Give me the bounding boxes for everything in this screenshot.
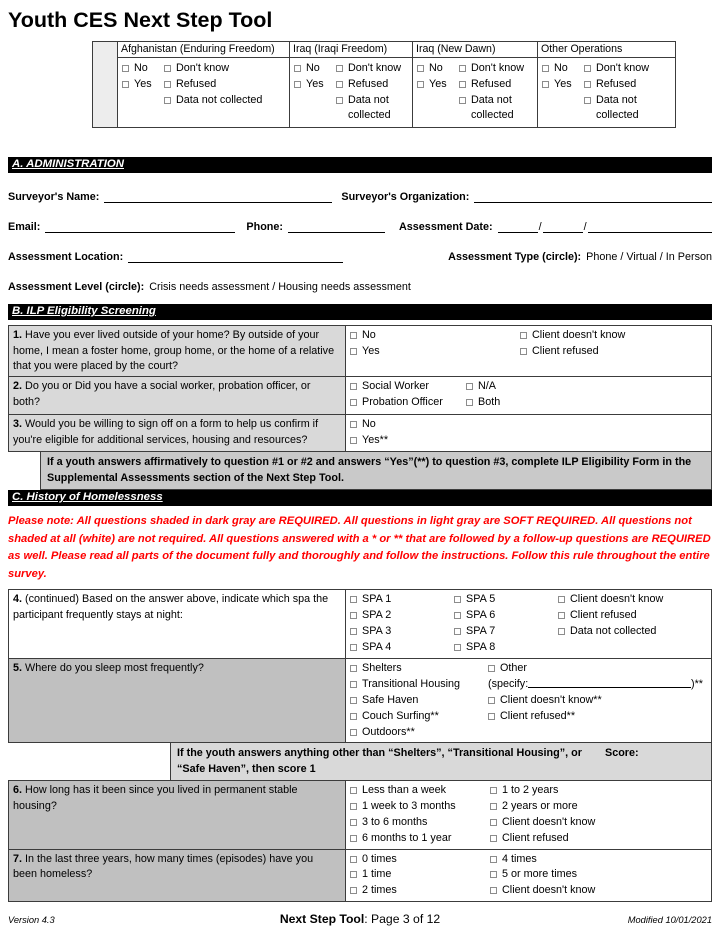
checkbox-option[interactable] xyxy=(350,379,466,395)
option-label: SPA 3 xyxy=(362,624,392,637)
checkbox-icon[interactable] xyxy=(350,421,357,428)
option-label: No xyxy=(306,62,320,74)
checkbox-option[interactable] xyxy=(558,592,709,608)
checkbox-option[interactable] xyxy=(542,77,584,93)
option-label: 3 to 6 months xyxy=(362,815,428,828)
operations-cell-afghanistan xyxy=(118,58,290,128)
checkbox-icon[interactable] xyxy=(350,835,357,842)
checkbox-icon[interactable] xyxy=(350,787,357,794)
option-label: Other xyxy=(500,662,528,675)
option-label: Data not collected xyxy=(471,93,514,122)
option-label: No xyxy=(362,418,376,431)
date-year-line[interactable] xyxy=(588,221,712,233)
option-label: Yes** xyxy=(362,434,389,447)
question-1-row xyxy=(8,325,712,377)
checkbox-icon[interactable] xyxy=(336,97,343,104)
checkbox-icon[interactable] xyxy=(558,596,565,603)
checkbox-option[interactable] xyxy=(490,852,709,868)
assessment-type-label: Assessment Type (circle): xyxy=(448,251,582,264)
footer-modified: Modified 10/01/2021 xyxy=(627,914,712,925)
checkbox-icon[interactable] xyxy=(336,65,343,72)
question-2-row xyxy=(8,377,712,415)
checkbox-option[interactable] xyxy=(350,328,520,344)
option-label: SPA 6 xyxy=(466,609,496,622)
checkbox-option[interactable] xyxy=(454,640,558,656)
checkbox-option[interactable] xyxy=(520,344,709,360)
option-label: Yes xyxy=(429,77,447,90)
checkbox-option[interactable] xyxy=(350,883,490,899)
question-6-text: 6. How long has it been since you lived in permanent stable housing? xyxy=(9,781,346,848)
option-label: Client doesn't know xyxy=(570,593,664,606)
checkbox-icon[interactable] xyxy=(164,97,171,104)
checkbox-icon[interactable] xyxy=(488,713,495,720)
checkbox-option[interactable] xyxy=(490,783,709,799)
footer-version: Version 4.3 xyxy=(8,914,55,925)
checkbox-option[interactable] xyxy=(164,61,287,77)
checkbox-icon[interactable] xyxy=(459,81,466,88)
section-b-header: B. ILP Eligibility Screening xyxy=(8,304,712,320)
checkbox-icon[interactable] xyxy=(454,596,461,603)
surveyor-name-label: Surveyor's Name: xyxy=(8,191,100,204)
checkbox-icon[interactable] xyxy=(350,729,357,736)
checkbox-option[interactable] xyxy=(164,93,287,109)
date-day-line[interactable] xyxy=(543,221,583,233)
operations-column-header: Iraq (Iraqi Freedom) xyxy=(290,41,413,58)
date-separator: / xyxy=(538,221,542,234)
checkbox-option[interactable] xyxy=(520,328,709,344)
checkbox-icon[interactable] xyxy=(454,628,461,635)
checkbox-option[interactable] xyxy=(350,608,454,624)
score-label: Score: xyxy=(605,747,639,760)
question-3-row xyxy=(8,415,712,452)
option-label: SPA 2 xyxy=(362,609,392,622)
checkbox-icon[interactable] xyxy=(520,332,527,339)
checkbox-icon[interactable] xyxy=(350,628,357,635)
homelessness-table xyxy=(8,589,712,902)
required-note: Please note: All questions shaded in dark gray are REQUIRED. All questions in light gray are SOFT REQUIRED. All questions not shaded at all (white) are not required. All questions answered with a * or ** that are followed by a follow-up questions are REQUIRED as well. Please read all parts of the document fully and thoroughly and follow the instructions. Follow this rule throughout the entire survey. xyxy=(8,515,711,580)
checkbox-icon[interactable] xyxy=(466,399,473,406)
section-a-header: A. ADMINISTRATION xyxy=(8,157,712,173)
checkbox-icon[interactable] xyxy=(490,819,497,826)
checkbox-icon[interactable] xyxy=(350,819,357,826)
option-label: Yes xyxy=(134,77,152,90)
checkbox-icon[interactable] xyxy=(558,628,565,635)
checkbox-option[interactable] xyxy=(350,677,488,693)
question-5-row xyxy=(8,659,712,743)
option-label: Client doesn't know xyxy=(502,884,596,897)
option-label: SPA 7 xyxy=(466,624,496,637)
checkbox-icon[interactable] xyxy=(350,713,357,720)
checkbox-option[interactable] xyxy=(336,93,410,125)
assessment-location-line[interactable] xyxy=(128,251,343,263)
checkbox-icon[interactable] xyxy=(350,681,357,688)
option-label: Client doesn't know xyxy=(532,329,626,342)
checkbox-option[interactable] xyxy=(417,61,459,77)
checkbox-option[interactable] xyxy=(490,815,709,831)
checkbox-icon[interactable] xyxy=(488,665,495,672)
checkbox-icon[interactable] xyxy=(350,437,357,444)
option-label: Data not collected xyxy=(570,624,657,637)
page-title: Youth CES Next Step Tool xyxy=(8,8,273,32)
checkbox-option[interactable] xyxy=(454,624,558,640)
option-label: Client doesn't know xyxy=(502,815,596,828)
option-label: 4 times xyxy=(502,852,537,865)
checkbox-icon[interactable] xyxy=(488,697,495,704)
checkbox-icon[interactable] xyxy=(490,871,497,878)
checkbox-option[interactable] xyxy=(466,395,709,411)
option-label: Data not collected xyxy=(596,93,639,122)
checkbox-option[interactable] xyxy=(336,61,410,77)
option-label: Don't know xyxy=(348,62,402,74)
checkbox-option[interactable] xyxy=(558,624,709,640)
question-4-text: 4. (continued) Based on the answer above, indicate which spa the participant frequently stays at night: xyxy=(9,590,346,658)
specify-suffix: )** xyxy=(691,678,703,691)
option-label: Transitional Housing xyxy=(362,678,461,691)
surveyor-org-label: Surveyor's Organization: xyxy=(341,191,470,204)
option-label: Client refused xyxy=(570,609,637,622)
option-label: Outdoors** xyxy=(362,725,415,738)
option-label: No xyxy=(362,329,376,342)
option-label: Yes xyxy=(306,77,324,90)
checkbox-option[interactable] xyxy=(558,608,709,624)
option-label: N/A xyxy=(478,380,496,393)
checkbox-icon[interactable] xyxy=(584,97,591,104)
specify-label: (specify: xyxy=(488,678,529,691)
checkbox-icon[interactable] xyxy=(454,612,461,619)
admin-row-4 xyxy=(8,281,712,293)
checkbox-icon[interactable] xyxy=(350,383,357,390)
checkbox-icon[interactable] xyxy=(350,348,357,355)
phone-label: Phone: xyxy=(246,221,283,234)
checkbox-icon[interactable] xyxy=(350,399,357,406)
checkbox-option[interactable] xyxy=(350,395,466,411)
option-label: SPA 4 xyxy=(362,640,392,653)
checkbox-icon[interactable] xyxy=(542,81,549,88)
operations-table xyxy=(92,41,712,128)
option-label: Don't know xyxy=(471,62,525,74)
checkbox-option[interactable] xyxy=(417,77,459,93)
option-label: Data not collected xyxy=(176,93,263,106)
option-label: Refused xyxy=(348,77,389,90)
option-label: Social Worker xyxy=(362,380,430,393)
checkbox-option[interactable] xyxy=(454,592,558,608)
date-month-line[interactable] xyxy=(498,221,538,233)
surveyor-name-line[interactable] xyxy=(104,191,332,203)
checkbox-icon[interactable] xyxy=(490,835,497,842)
option-label: Don't know xyxy=(596,62,650,74)
checkbox-icon[interactable] xyxy=(520,348,527,355)
option-label: Both xyxy=(478,396,501,409)
checkbox-option[interactable] xyxy=(350,624,454,640)
option-label: 5 or more times xyxy=(502,868,577,881)
assessment-level-options: Crisis needs assessment / Housing needs assessment xyxy=(149,281,411,294)
question-7-row xyxy=(8,850,712,902)
checkbox-option[interactable] xyxy=(466,379,709,395)
checkbox-icon[interactable] xyxy=(558,612,565,619)
operations-cell-iraq-new-dawn xyxy=(413,58,538,128)
checkbox-option[interactable] xyxy=(350,640,454,656)
checkbox-icon[interactable] xyxy=(350,697,357,704)
option-label: SPA 8 xyxy=(466,640,496,653)
checkbox-option[interactable] xyxy=(336,77,410,93)
checkbox-option[interactable] xyxy=(350,852,490,868)
assessment-type-options: Phone / Virtual / In Person xyxy=(586,251,712,264)
option-label: No xyxy=(134,62,148,74)
checkbox-icon[interactable] xyxy=(350,803,357,810)
checkbox-option[interactable] xyxy=(459,93,535,125)
checkbox-icon[interactable] xyxy=(542,65,549,72)
checkbox-icon[interactable] xyxy=(350,332,357,339)
score-note: If the youth answers anything other than “Shelters”, “Transitional Housing”, or “Safe Haven”, then score 1 xyxy=(177,747,582,776)
checkbox-option[interactable] xyxy=(350,799,490,815)
checkbox-option[interactable] xyxy=(584,61,673,77)
option-label: Shelters xyxy=(362,662,402,675)
ilp-screening-table xyxy=(8,325,712,490)
question-1-text: 1. Have you ever lived outside of your home? By outside of your home, I mean a foster home, group home, or the home of a relative that you were placed by the court? xyxy=(9,326,346,376)
checkbox-icon[interactable] xyxy=(454,644,461,651)
checkbox-option[interactable] xyxy=(490,831,709,847)
checkbox-option[interactable] xyxy=(350,661,488,677)
email-line[interactable] xyxy=(45,221,235,233)
surveyor-org-line[interactable] xyxy=(474,191,712,203)
admin-row-2 xyxy=(8,221,712,233)
checkbox-option[interactable] xyxy=(350,417,709,433)
checkbox-icon[interactable] xyxy=(459,97,466,104)
assessment-date-label: Assessment Date: xyxy=(399,221,493,234)
option-label: 1 time xyxy=(362,868,392,881)
checkbox-icon[interactable] xyxy=(336,81,343,88)
operations-cell-iraq-freedom xyxy=(290,58,413,128)
checkbox-icon[interactable] xyxy=(350,871,357,878)
option-label: Refused xyxy=(596,77,637,90)
operations-table-corner xyxy=(92,41,118,128)
section-c-header: C. History of Homelessness xyxy=(8,490,712,506)
checkbox-option[interactable] xyxy=(294,77,336,93)
option-label: Yes xyxy=(362,344,380,357)
footer-page: Next Step Tool: Page 3 of 12 xyxy=(279,911,441,926)
operations-cell-other xyxy=(538,58,676,128)
phone-line[interactable] xyxy=(288,221,385,233)
checkbox-option[interactable] xyxy=(122,61,164,77)
checkbox-option[interactable] xyxy=(350,433,709,449)
checkbox-option[interactable] xyxy=(490,799,709,815)
checkbox-option[interactable] xyxy=(350,693,488,709)
operations-column-header: Other Operations xyxy=(538,41,676,58)
assessment-location-label: Assessment Location: xyxy=(8,251,124,264)
question-3-text: 3. Would you be willing to sign off on a form to help us confirm if you're eligible for additional services, housing and resources? xyxy=(9,415,346,451)
checkbox-icon[interactable] xyxy=(350,612,357,619)
option-label: 6 months to 1 year xyxy=(362,831,452,844)
checkbox-option[interactable] xyxy=(122,77,164,93)
checkbox-icon[interactable] xyxy=(584,65,591,72)
option-label: 1 week to 3 months xyxy=(362,800,456,813)
checkbox-icon[interactable] xyxy=(459,65,466,72)
option-label: 2 years or more xyxy=(502,800,578,813)
checkbox-option[interactable] xyxy=(350,867,490,883)
checkbox-option[interactable] xyxy=(350,725,488,741)
checkbox-icon[interactable] xyxy=(490,787,497,794)
checkbox-option[interactable] xyxy=(488,709,703,725)
score-row xyxy=(8,743,712,780)
checkbox-option[interactable] xyxy=(542,61,584,77)
page-footer xyxy=(8,912,712,926)
option-label: Couch Surfing** xyxy=(362,709,439,722)
operations-column-header: Iraq (New Dawn) xyxy=(413,41,538,58)
admin-row-3 xyxy=(8,251,712,263)
option-label: No xyxy=(554,62,568,74)
checkbox-option[interactable] xyxy=(350,344,520,360)
option-label: Less than a week xyxy=(362,784,447,797)
ilp-note-row xyxy=(8,452,712,490)
question-7-text: 7. In the last three years, how many times (episodes) have you been homeless? xyxy=(9,850,346,901)
checkbox-option[interactable] xyxy=(294,61,336,77)
question-5-text: 5. Where do you sleep most frequently? xyxy=(9,659,346,742)
checkbox-icon[interactable] xyxy=(417,81,424,88)
question-2-text: 2. Do you or Did you have a social worker, probation officer, or both? xyxy=(9,377,346,414)
email-label: Email: xyxy=(8,221,41,234)
checkbox-option[interactable] xyxy=(488,661,703,677)
checkbox-icon[interactable] xyxy=(350,644,357,651)
option-label: Client refused** xyxy=(500,709,576,722)
checkbox-icon[interactable] xyxy=(350,596,357,603)
option-label: 0 times xyxy=(362,852,397,865)
option-label: 1 to 2 years xyxy=(502,784,559,797)
specify-field xyxy=(488,677,703,693)
checkbox-option[interactable] xyxy=(459,61,535,77)
option-label: SPA 5 xyxy=(466,593,496,606)
checkbox-option[interactable] xyxy=(488,693,703,709)
checkbox-option[interactable] xyxy=(459,77,535,93)
checkbox-icon[interactable] xyxy=(466,383,473,390)
admin-row-1 xyxy=(8,191,712,203)
option-label: Client doesn't know** xyxy=(500,693,602,706)
checkbox-icon[interactable] xyxy=(350,856,357,863)
checkbox-icon[interactable] xyxy=(294,65,301,72)
checkbox-option[interactable] xyxy=(454,608,558,624)
checkbox-icon[interactable] xyxy=(584,81,591,88)
specify-line[interactable] xyxy=(528,677,691,688)
operations-column-header: Afghanistan (Enduring Freedom) xyxy=(118,41,290,58)
checkbox-option[interactable] xyxy=(584,93,673,125)
option-label: Probation Officer xyxy=(362,396,443,409)
checkbox-icon[interactable] xyxy=(164,65,171,72)
option-label: Safe Haven xyxy=(362,693,419,706)
checkbox-icon[interactable] xyxy=(122,65,129,72)
checkbox-option[interactable] xyxy=(350,592,454,608)
checkbox-option[interactable] xyxy=(490,867,709,883)
checkbox-icon[interactable] xyxy=(417,65,424,72)
checkbox-icon[interactable] xyxy=(350,887,357,894)
option-label: Data not collected xyxy=(348,93,391,122)
checkbox-icon[interactable] xyxy=(164,81,171,88)
checkbox-option[interactable] xyxy=(350,831,490,847)
option-label: Client refused xyxy=(532,344,599,357)
option-label: Don't know xyxy=(176,62,230,74)
date-separator: / xyxy=(583,221,587,234)
question-6-row xyxy=(8,780,712,849)
checkbox-icon[interactable] xyxy=(490,803,497,810)
checkbox-icon[interactable] xyxy=(350,665,357,672)
option-label: SPA 1 xyxy=(362,593,392,606)
question-4-row xyxy=(8,589,712,659)
checkbox-icon[interactable] xyxy=(294,81,301,88)
checkbox-icon[interactable] xyxy=(122,81,129,88)
checkbox-option[interactable] xyxy=(350,709,488,725)
checkbox-option[interactable] xyxy=(164,77,287,93)
option-label: Client refused xyxy=(502,831,569,844)
checkbox-option[interactable] xyxy=(350,783,490,799)
checkbox-option[interactable] xyxy=(490,883,709,899)
checkbox-option[interactable] xyxy=(584,77,673,93)
option-label: 2 times xyxy=(362,884,397,897)
checkbox-option[interactable] xyxy=(350,815,490,831)
option-label: Refused xyxy=(176,77,217,90)
option-label: Refused xyxy=(471,77,512,90)
option-label: No xyxy=(429,62,443,74)
assessment-level-label: Assessment Level (circle): xyxy=(8,281,145,294)
option-label: Yes xyxy=(554,77,572,90)
checkbox-icon[interactable] xyxy=(490,887,497,894)
ilp-note: If a youth answers affirmatively to question #1 or #2 and answers “Yes”(**) to question #3, complete ILP Eligibility Form in the Supplemental Assessments section of the Next Step Tool. xyxy=(40,452,712,490)
checkbox-icon[interactable] xyxy=(490,856,497,863)
